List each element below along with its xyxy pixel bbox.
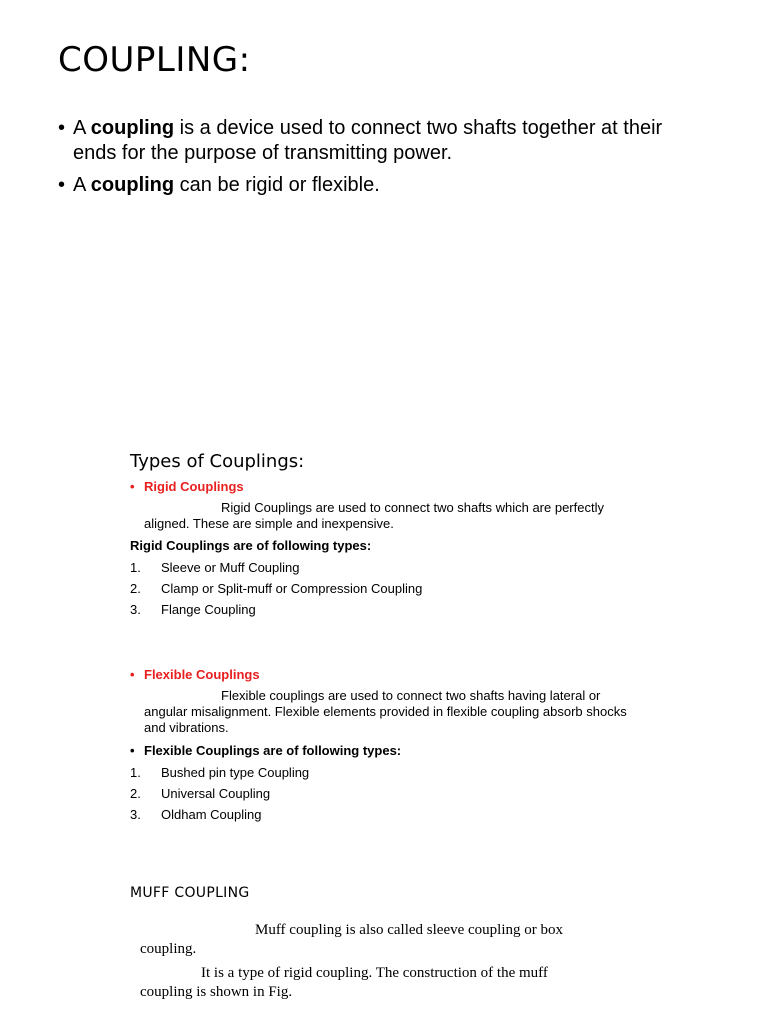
page-title: COUPLING: bbox=[58, 40, 251, 80]
intro-bullet-list bbox=[58, 116, 708, 205]
types-heading: Types of Couplings: bbox=[130, 451, 305, 472]
bullet-bold-term: coupling bbox=[90, 117, 175, 139]
bullet-text-post: can be rigid or flexible. bbox=[174, 174, 380, 196]
bullet-item bbox=[58, 173, 708, 198]
flexible-couplings-label bbox=[130, 667, 260, 682]
flexible-description-text: Flexible couplings are used to connect two shafts having lateral or angular misalignment. Flexible elements provided in flexible coupling absorb shocks and vibrations. bbox=[144, 688, 627, 735]
rigid-description-text: Rigid Couplings are used to connect two shafts which are perfectly aligned. These are simple and inexpensive. bbox=[144, 500, 604, 531]
list-number: 2. bbox=[130, 786, 141, 801]
bullet-bold-term: coupling bbox=[90, 174, 175, 196]
list-item bbox=[130, 765, 530, 786]
list-item bbox=[130, 560, 530, 581]
bullet-dot-icon: • bbox=[58, 117, 66, 139]
list-text: Bushed pin type Coupling bbox=[161, 765, 310, 780]
list-number: 1. bbox=[130, 765, 141, 780]
rigid-description bbox=[144, 500, 634, 532]
flexible-types-list bbox=[130, 765, 530, 828]
muff-paragraph-2 bbox=[140, 964, 590, 1002]
bullet-text-pre: A bbox=[73, 117, 91, 139]
list-text: Sleeve or Muff Coupling bbox=[161, 560, 300, 575]
list-item bbox=[130, 786, 530, 807]
list-item bbox=[130, 807, 530, 828]
flexible-types-heading bbox=[130, 743, 401, 758]
flexible-types-heading-text: Flexible Couplings are of following types: bbox=[144, 743, 402, 758]
list-number: 3. bbox=[130, 602, 141, 617]
muff-paragraph-1-text: Muff coupling is also called sleeve coupling or box coupling. bbox=[140, 922, 563, 957]
bullet-dot-icon: • bbox=[130, 479, 135, 494]
bullet-item bbox=[58, 116, 708, 166]
bullet-dot-icon: • bbox=[58, 174, 66, 196]
flexible-description bbox=[144, 688, 634, 736]
bullet-text-post: is a device used to connect two shafts together at their ends for the purpose of transmitting power. bbox=[73, 117, 663, 164]
list-number: 3. bbox=[130, 807, 141, 822]
rigid-types-heading: Rigid Couplings are of following types: bbox=[130, 538, 372, 553]
list-text: Oldham Coupling bbox=[161, 807, 262, 822]
bullet-dot-icon: • bbox=[130, 743, 135, 758]
rigid-couplings-label bbox=[130, 479, 244, 494]
bullet-text-pre: A bbox=[73, 174, 91, 196]
list-number: 1. bbox=[130, 560, 141, 575]
list-number: 2. bbox=[130, 581, 141, 596]
list-text: Flange Coupling bbox=[161, 602, 256, 617]
list-text: Clamp or Split-muff or Compression Coupling bbox=[161, 581, 423, 596]
list-item bbox=[130, 602, 530, 623]
bullet-dot-icon: • bbox=[130, 667, 135, 682]
muff-paragraph-1 bbox=[140, 921, 590, 959]
list-text: Universal Coupling bbox=[161, 786, 271, 801]
rigid-types-list bbox=[130, 560, 530, 623]
list-item bbox=[130, 581, 530, 602]
flexible-label-text: Flexible Couplings bbox=[144, 667, 260, 682]
muff-paragraph-2-text: It is a type of rigid coupling. The construction of the muff coupling is shown in Fig. bbox=[140, 965, 548, 1000]
rigid-label-text: Rigid Couplings bbox=[144, 479, 244, 494]
muff-coupling-heading: MUFF COUPLING bbox=[130, 885, 250, 901]
